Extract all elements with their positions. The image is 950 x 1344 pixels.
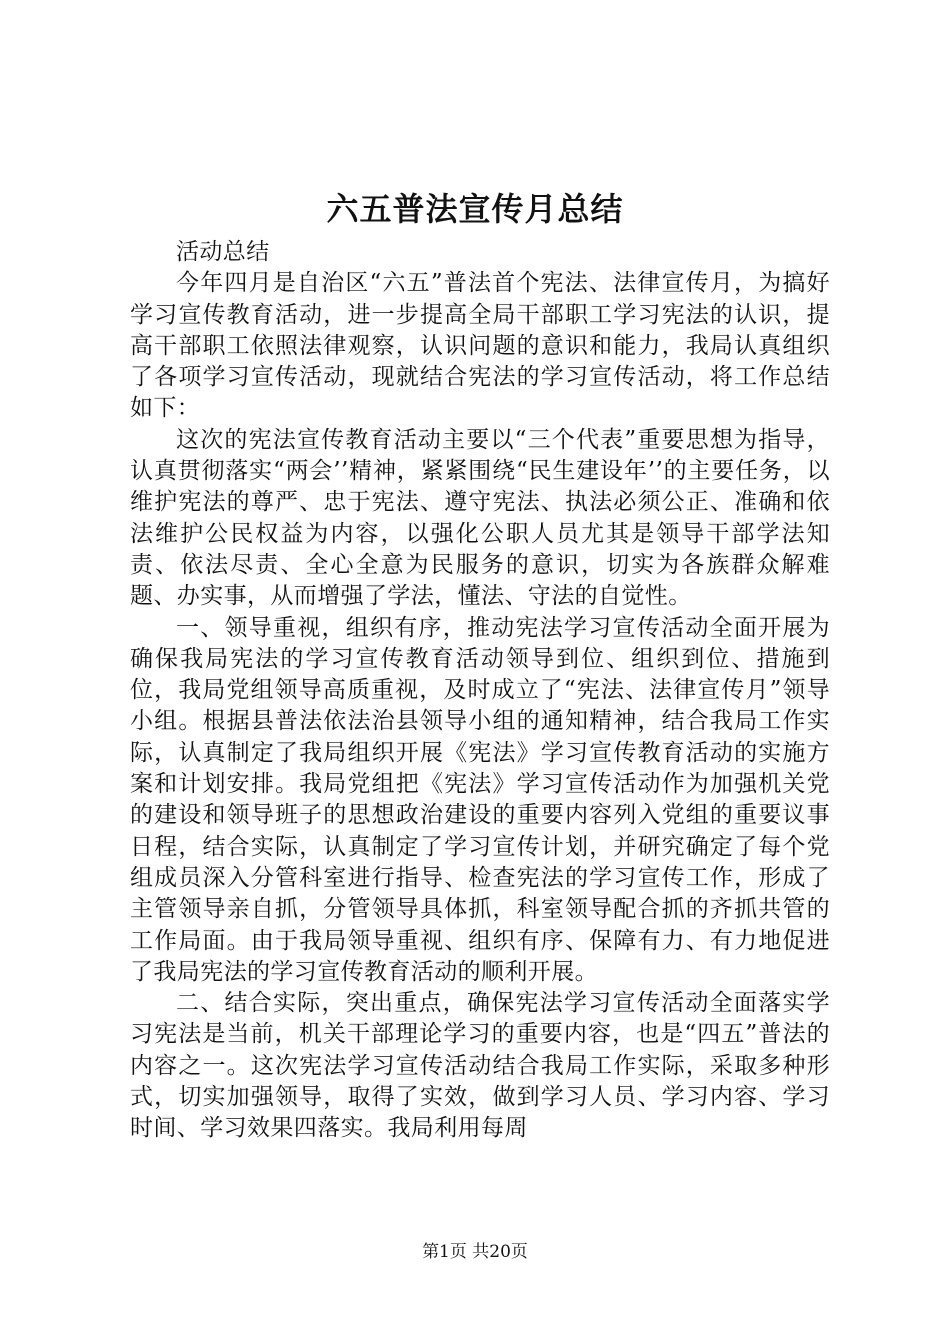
document-body xyxy=(130,237,830,1145)
page-number-footer: 第1页 共20页 xyxy=(422,1242,528,1262)
paragraph: 一、领导重视，组织有序，推动宪法学习宣传活动全面开展为确保我局宪法的学习宣传教育活动领导到位、组织到位、措施到位，我局党组领导高质重视，及时成立了“宪法、法律宣传月”领导小组。根据县普法依法治县领导小组的通知精神，结合我局工作实际，认真制定了我局组织开展《宪法》学习宣传教育活动的实施方案和计划安排。我局党组把《宪法》学习宣传活动作为加强机关党的建设和领导班子的思想政治建设的重要内容列入党组的重要议事日程，结合实际，认真制定了学习宣传计划，并研究确定了每个党组成员深入分管科室进行指导、检查宪法的学习宣传工作，形成了主管领导亲自抓，分管领导具体抓，科室领导配合抓的齐抓共管的工作局面。由于我局领导重视、组织有序、保障有力、有力地促进了我局宪法的学习宣传教育活动的顺利开展。 xyxy=(130,614,830,985)
paragraph: 这次的宪法宣传教育活动主要以“三个代表”重要思想为指导，认真贯彻落实“两会’’精神，紧紧围绕“民生建设年’’的主要任务，以维护宪法的尊严、忠于宪法、遵守宪法、执法必须公正、准确和依法维护公民权益为内容，以强化公职人员尤其是领导干部学法知责、依法尽责、全心全意为民服务的意识，切实为各族群众解难题、办实事，从而增强了学法，懂法、守法的自觉性。 xyxy=(130,426,830,610)
document-title: 六五普法宣传月总结 xyxy=(326,190,624,228)
paragraph: 今年四月是自治区“六五”普法首个宪法、法律宣传月，为搞好学习宣传教育活动，进一步提高全局干部职工学习宪法的认识，提高干部职工依照法律观察，认识问题的意识和能力，我局认真组织了各项学习宣传活动，现就结合宪法的学习宣传活动，将工作总结如下： xyxy=(130,270,830,422)
paragraph-heading: 活动总结 xyxy=(176,239,270,265)
paragraph: 二、结合实际，突出重点，确保宪法学习宣传活动全面落实学习宪法是当前，机关干部理论学习的重要内容，也是“四五”普法的内容之一。这次宪法学习宣传活动结合我局工作实际，采取多种形式，切实加强领导，取得了实效，做到学习人员、学习内容、学习时间、学习效果四落实。我局利用每周 xyxy=(130,990,830,1142)
